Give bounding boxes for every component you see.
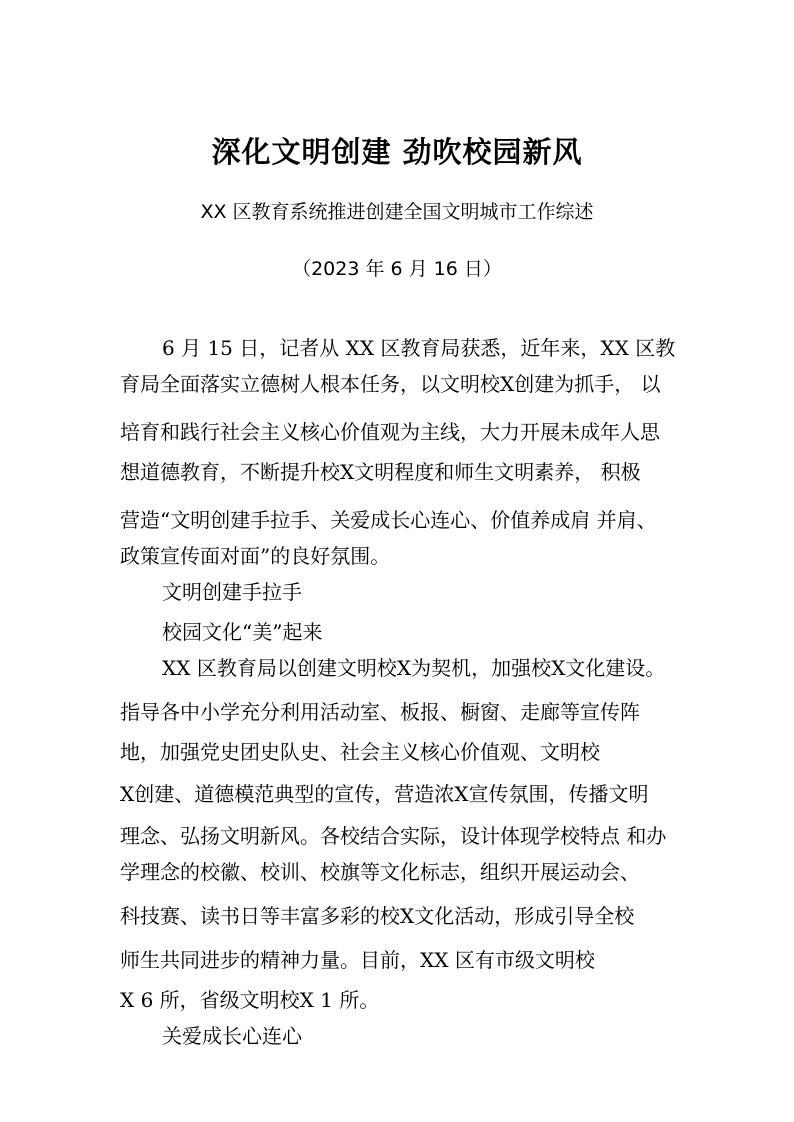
paragraph-line: 6 月 15 日，记者从 XX 区教育局获悉，近年来，XX 区教 — [162, 336, 676, 360]
paragraph-line: 政策宣传面对面”的良好氛围。 — [120, 544, 391, 568]
paragraph-line: 师生共同进步的精神力量。目前，XX 区有市级文明校 — [120, 948, 595, 972]
subsection-heading: 校园文化“美”起来 — [162, 620, 323, 644]
document-subtitle: XX 区教育系统推进创建全国文明城市工作综述 — [200, 201, 594, 223]
document-title: 深化文明创建 劲吹校园新风 — [211, 135, 583, 169]
paragraph-line: 指导各中小学充分利用活动室、板报、橱窗、走廊等宣传阵 — [120, 700, 640, 724]
paragraph-line: X 6 所，省级文明校X 1 所。 — [120, 988, 380, 1012]
paragraph-line: 地，加强党史团史队史、社会主义核心价值观、文明校 — [120, 740, 600, 764]
paragraph-line: 学理念的校徽、校训、校旗等文化标志，组织开展运动会、 — [120, 860, 640, 884]
paragraph-line: 理念、弘扬文明新风。各校结合实际，设计体现学校特点 和办 — [120, 824, 667, 848]
section-heading: 关爱成长心连心 — [162, 1024, 302, 1048]
section-heading: 文明创建手拉手 — [162, 580, 302, 604]
paragraph-line: 科技赛、读书日等丰富多彩的校X文化活动，形成引导全校 — [120, 904, 635, 928]
paragraph-line: X创建、道德模范典型的宣传，营造浓X宣传氛围，传播文明 — [120, 782, 649, 806]
paragraph-line: 营造“文明创建手拉手、关爱成长心连心、价值养成肩 并肩、 — [120, 508, 657, 532]
paragraph-line: 培育和践行社会主义核心价值观为主线，大力开展未成年人思 — [120, 420, 660, 444]
paragraph-line: 想道德教育，不断提升校X文明程度和师生文明素养， 积极 — [120, 460, 641, 484]
document-date: （2023 年 6 月 16 日） — [292, 258, 502, 280]
paragraph-line: XX 区教育局以创建文明校X为契机，加强校X文化建设。 — [162, 656, 666, 680]
paragraph-line: 育局全面落实立德树人根本任务，以文明校X创建为抓手， 以 — [120, 372, 661, 396]
